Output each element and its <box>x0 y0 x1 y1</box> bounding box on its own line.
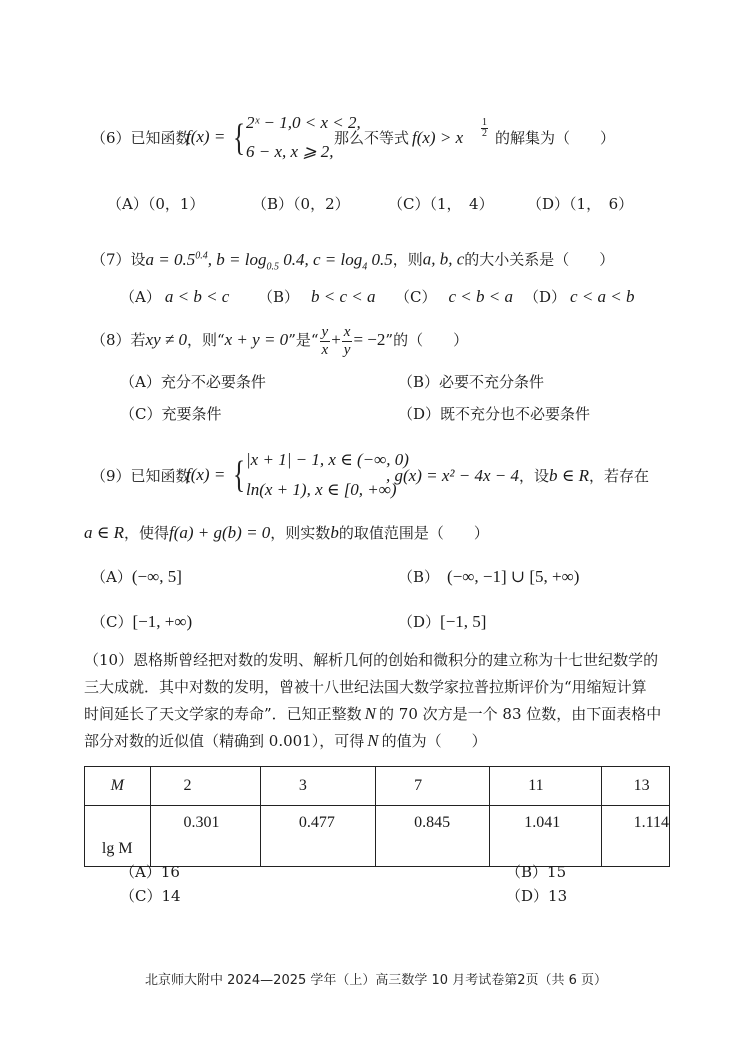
q6-case2: 6 − x, x ⩾ 2, <box>246 142 334 161</box>
q9-option-b[interactable]: （B） (−∞, −1] ∪ [5, +∞) <box>398 567 580 586</box>
q10-option-c[interactable]: （C）14 <box>120 887 181 905</box>
q7-option-c[interactable]: （C） c < b < a <box>395 287 513 306</box>
q8-option-d[interactable]: （D）既不充分也不必要条件 <box>398 405 591 423</box>
q6-case1: 2ˣ − 1,0 < x < 2, <box>246 113 361 132</box>
table-cell: 0.477 <box>260 806 375 867</box>
q8-option-b[interactable]: （B）必要不充分条件 <box>398 373 545 391</box>
table-cell: 1.114 <box>601 806 669 867</box>
q10-option-d[interactable]: （D）13 <box>506 887 568 905</box>
table-cell: 1.041 <box>490 806 601 867</box>
log-table-header-row <box>85 767 670 806</box>
q8-option-a[interactable]: （A）充分不必要条件 <box>120 373 266 391</box>
q8-option-c[interactable]: （C）充要条件 <box>120 405 222 423</box>
q8-frac-x-over-y: $\frac{x}{y}$ <box>343 323 351 358</box>
table-cell: 0.301 <box>150 806 260 867</box>
q9-case1: |x + 1| − 1, x ∈ (−∞, 0) <box>246 450 409 469</box>
q9-brace: { <box>233 453 246 496</box>
q10-line2: 三大成就．其中对数的发明，曾被十八世纪法国大数学家拉普拉斯评价为“用缩短计算 <box>84 678 647 696</box>
q7-option-d[interactable]: （D） c < a < b <box>524 287 635 306</box>
q10-line4: 部分对数的近似值（精确到 0.001），可得 N 的值为（ ） <box>84 731 487 750</box>
table-cell: 3 <box>260 767 375 806</box>
q9-tail: , g(x) = x² − 4x − 4，设b ∈ R，若存在 <box>386 466 649 485</box>
q6-stem <box>91 128 191 148</box>
q6-ineq: f(x) > x <box>412 128 464 147</box>
table-cell: 11 <box>490 767 601 806</box>
log-table-value-row <box>85 806 670 867</box>
q6-brace: { <box>233 116 246 159</box>
q6-func: f(x) = <box>186 127 226 146</box>
q8-stem: （8）若xy ≠ 0，则“x + y = 0”是“ $\frac{y}{x}$ + $\frac{x}{y}$ = −2”的（ ） <box>91 323 469 358</box>
q10-option-a[interactable]: （A）16 <box>120 863 180 881</box>
table-cell: 7 <box>376 767 490 806</box>
q10-option-b[interactable]: （B）15 <box>506 863 567 881</box>
q6-option-b[interactable]: （B）（0，2） <box>252 195 350 213</box>
q6-option-d[interactable]: （D）（1， 6） <box>527 195 634 213</box>
q6-middle: 那么不等式 <box>334 129 410 147</box>
q10-line3: 时间延长了天文学家的寿命”．已知正整数 N 的 70 次方是一个 83 位数，由下面表格中 <box>84 704 662 723</box>
q9-prefix: （9）已知函数 <box>91 467 191 485</box>
q7-prefix: （7）设 <box>91 250 146 269</box>
q7-expr: $a = 0.5^{0.4}$, $b = \log_{0.5} 0.4$, $c = \log_4 0.5$ <box>145 249 393 273</box>
q9-option-a[interactable]: （A）(−∞, 5] <box>91 567 182 586</box>
q9-line2: a ∈ R，使得f(a) + g(b) = 0，则实数b的取值范围是（ ） <box>84 523 489 542</box>
page-footer: 北京师大附中 2024—2025 学年（上）高三数学 10 月考试卷第2页（共 6 页） <box>144 973 608 988</box>
q6-exponent: 1 2 <box>482 117 487 139</box>
q9-func: f(x) = <box>186 465 226 484</box>
q10-line1: （10）恩格斯曾经把对数的发明、解析几何的创始和微积分的建立称为十七世纪数学的 <box>84 651 659 669</box>
table-cell: M <box>85 767 151 806</box>
log-table <box>84 766 670 867</box>
q7-option-b[interactable]: （B） b < c < a <box>258 287 376 306</box>
q6-option-a[interactable]: （A）（0，1） <box>107 195 205 213</box>
table-cell: lg M <box>85 806 151 867</box>
table-cell: 2 <box>150 767 260 806</box>
q9-option-c[interactable]: （C）[−1, +∞) <box>91 612 193 631</box>
q6-option-c[interactable]: （C）（1， 4） <box>388 195 494 213</box>
q7-stem: （7）设$a = 0.5^{0.4}$, $b = \log_{0.5} 0.4$, $c = \log_4 0.5$，则a, b, c的大小关系是（ ） <box>91 249 615 273</box>
table-cell: 0.845 <box>376 806 490 867</box>
q9-option-d[interactable]: （D）[−1, 5] <box>398 612 487 631</box>
q9-case2: ln(x + 1), x ∈ [0, +∞) <box>246 480 397 499</box>
table-cell: 13 <box>601 767 669 806</box>
q7-option-a[interactable]: （A） a < b < c <box>120 287 230 306</box>
q6-prefix: （6）已知函数 <box>91 129 191 147</box>
q6-suffix: 的解集为（ ） <box>495 129 616 147</box>
q8-frac-y-over-x: $\frac{y}{x}$ <box>321 323 329 358</box>
